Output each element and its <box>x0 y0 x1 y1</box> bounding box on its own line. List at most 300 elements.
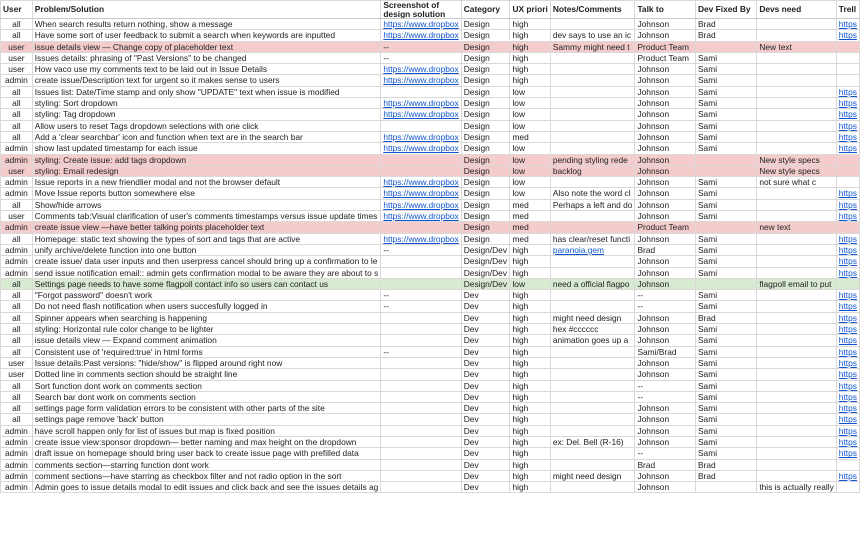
cell-notes[interactable]: Sammy might need t <box>550 41 635 52</box>
header-notes[interactable]: Notes/Comments <box>550 1 635 19</box>
cell-devs-need[interactable]: new text <box>757 222 836 233</box>
cell-devs-need[interactable] <box>757 120 836 131</box>
cell-problem[interactable]: Show/hide arrows <box>32 199 381 210</box>
cell-dev-fixed-by[interactable]: Sami <box>695 244 756 255</box>
cell-category[interactable]: Dev <box>461 470 510 481</box>
cell-dev-fixed-by[interactable]: Sami <box>695 403 756 414</box>
cell-problem[interactable]: comments section—starring function dont work <box>32 459 381 470</box>
cell-category[interactable]: Design <box>461 131 510 142</box>
cell-trello[interactable]: https <box>836 109 859 120</box>
cell-devs-need[interactable] <box>757 290 836 301</box>
cell-category[interactable]: Dev <box>461 414 510 425</box>
cell-dev-fixed-by[interactable]: Sami <box>695 290 756 301</box>
cell-user[interactable]: all <box>1 403 33 414</box>
cell-ux-priority[interactable]: med <box>510 211 550 222</box>
cell-user[interactable]: admin <box>1 470 33 481</box>
cell-trello[interactable]: https <box>836 267 859 278</box>
cell-problem[interactable]: settings page remove 'back' button <box>32 414 381 425</box>
cell-trello[interactable] <box>836 52 859 63</box>
header-category[interactable]: Category <box>461 1 510 19</box>
cell-problem[interactable]: styling: Horizontal rule color change to be lighter <box>32 324 381 335</box>
cell-user[interactable]: admin <box>1 177 33 188</box>
cell-notes[interactable]: paranoia.gem <box>550 244 635 255</box>
cell-trello[interactable]: https <box>836 357 859 368</box>
header-user[interactable]: User <box>1 1 33 19</box>
cell-problem[interactable]: Allow users to reset Tags dropdown selections with one click <box>32 120 381 131</box>
cell-screenshot[interactable]: -- <box>381 244 461 255</box>
cell-user[interactable]: admin <box>1 436 33 447</box>
cell-screenshot[interactable]: https://www.dropbox <box>381 75 461 86</box>
cell-screenshot[interactable] <box>381 165 461 176</box>
cell-dev-fixed-by[interactable]: Sami <box>695 391 756 402</box>
cell-user[interactable]: all <box>1 312 33 323</box>
cell-trello[interactable]: https <box>836 470 859 481</box>
cell-notes[interactable]: animation goes up a <box>550 335 635 346</box>
header-screenshot[interactable]: Screenshot of design solution <box>381 1 461 19</box>
header-trello[interactable]: Trell <box>836 1 859 19</box>
cell-category[interactable]: Design <box>461 75 510 86</box>
cell-problem[interactable]: Spinner appears when searching is happening <box>32 312 381 323</box>
cell-ux-priority[interactable]: high <box>510 301 550 312</box>
cell-user[interactable]: admin <box>1 256 33 267</box>
cell-problem[interactable]: send issue notification email:: admin gets confirmation modal to be aware they are about to s <box>32 267 381 278</box>
cell-dev-fixed-by[interactable]: Sami <box>695 233 756 244</box>
cell-user[interactable]: all <box>1 380 33 391</box>
cell-dev-fixed-by[interactable]: Sami <box>695 143 756 154</box>
cell-category[interactable]: Dev <box>461 324 510 335</box>
cell-talk-to[interactable]: -- <box>635 448 696 459</box>
cell-devs-need[interactable] <box>757 64 836 75</box>
cell-dev-fixed-by[interactable]: Sami <box>695 425 756 436</box>
cell-screenshot[interactable]: https://www.dropbox <box>381 64 461 75</box>
cell-devs-need[interactable] <box>757 448 836 459</box>
cell-ux-priority[interactable]: low <box>510 177 550 188</box>
cell-problem[interactable]: When search results return nothing, show a message <box>32 19 381 30</box>
cell-devs-need[interactable] <box>757 256 836 267</box>
cell-talk-to[interactable]: Johnson <box>635 177 696 188</box>
cell-ux-priority[interactable]: high <box>510 290 550 301</box>
cell-trello[interactable]: https <box>836 312 859 323</box>
cell-user[interactable]: all <box>1 391 33 402</box>
cell-notes[interactable] <box>550 256 635 267</box>
cell-screenshot[interactable] <box>381 470 461 481</box>
cell-dev-fixed-by[interactable]: Brad <box>695 30 756 41</box>
cell-devs-need[interactable] <box>757 109 836 120</box>
cell-notes[interactable] <box>550 290 635 301</box>
cell-user[interactable]: admin <box>1 154 33 165</box>
cell-screenshot[interactable]: https://www.dropbox <box>381 233 461 244</box>
cell-dev-fixed-by[interactable]: Sami <box>695 177 756 188</box>
cell-talk-to[interactable]: -- <box>635 380 696 391</box>
cell-ux-priority[interactable]: high <box>510 75 550 86</box>
cell-dev-fixed-by[interactable]: Sami <box>695 256 756 267</box>
cell-notes[interactable]: ex: Del. Bell (R-16) <box>550 436 635 447</box>
cell-problem[interactable]: create issue view:sponsor dropdown— better naming and max height on the dropdown <box>32 436 381 447</box>
cell-category[interactable]: Design <box>461 188 510 199</box>
cell-screenshot[interactable] <box>381 324 461 335</box>
cell-dev-fixed-by[interactable] <box>695 222 756 233</box>
cell-dev-fixed-by[interactable]: Sami <box>695 211 756 222</box>
cell-category[interactable]: Dev <box>461 301 510 312</box>
cell-problem[interactable]: Settings page needs to have some flagpoll contact info so users can contact us <box>32 278 381 289</box>
cell-category[interactable]: Design <box>461 233 510 244</box>
cell-screenshot[interactable] <box>381 369 461 380</box>
cell-problem[interactable]: show last updated timestamp for each issue <box>32 143 381 154</box>
cell-user[interactable]: all <box>1 30 33 41</box>
cell-devs-need[interactable] <box>757 436 836 447</box>
cell-dev-fixed-by[interactable] <box>695 154 756 165</box>
cell-trello[interactable]: https <box>836 380 859 391</box>
cell-problem[interactable]: Move Issue reports button somewhere else <box>32 188 381 199</box>
cell-notes[interactable]: might need design <box>550 312 635 323</box>
cell-devs-need[interactable]: New text <box>757 41 836 52</box>
cell-user[interactable]: all <box>1 414 33 425</box>
cell-talk-to[interactable]: Johnson <box>635 278 696 289</box>
cell-problem[interactable]: unify archive/delete function into one button <box>32 244 381 255</box>
cell-notes[interactable] <box>550 98 635 109</box>
cell-ux-priority[interactable]: high <box>510 30 550 41</box>
cell-dev-fixed-by[interactable] <box>695 278 756 289</box>
cell-ux-priority[interactable]: high <box>510 324 550 335</box>
cell-problem[interactable]: Add a 'clear searchbar' icon and function when text are in the search bar <box>32 131 381 142</box>
cell-devs-need[interactable] <box>757 470 836 481</box>
cell-notes[interactable] <box>550 414 635 425</box>
cell-devs-need[interactable] <box>757 30 836 41</box>
cell-screenshot[interactable]: -- <box>381 52 461 63</box>
cell-category[interactable]: Design <box>461 41 510 52</box>
cell-trello[interactable]: https <box>836 120 859 131</box>
cell-dev-fixed-by[interactable]: Sami <box>695 324 756 335</box>
cell-notes[interactable] <box>550 19 635 30</box>
cell-problem[interactable]: settings page form validation errors to be consistent with other parts of the site <box>32 403 381 414</box>
cell-category[interactable]: Design <box>461 86 510 97</box>
cell-notes[interactable] <box>550 357 635 368</box>
cell-user[interactable]: admin <box>1 267 33 278</box>
cell-category[interactable]: Design <box>461 98 510 109</box>
cell-devs-need[interactable] <box>757 369 836 380</box>
cell-problem[interactable]: Admin goes to issue details modal to edit issues and click back and see the issues details ag <box>32 482 381 493</box>
cell-category[interactable]: Design <box>461 120 510 131</box>
cell-category[interactable]: Design/Dev <box>461 256 510 267</box>
cell-trello[interactable]: https <box>836 143 859 154</box>
cell-problem[interactable]: styling: Email redesign <box>32 165 381 176</box>
cell-notes[interactable] <box>550 301 635 312</box>
cell-talk-to[interactable]: Johnson <box>635 131 696 142</box>
cell-trello[interactable]: https <box>836 425 859 436</box>
cell-talk-to[interactable]: Product Team <box>635 52 696 63</box>
cell-category[interactable]: Design/Dev <box>461 267 510 278</box>
cell-talk-to[interactable]: Johnson <box>635 425 696 436</box>
cell-notes[interactable]: might need design <box>550 470 635 481</box>
cell-dev-fixed-by[interactable]: Sami <box>695 98 756 109</box>
cell-devs-need[interactable] <box>757 19 836 30</box>
cell-devs-need[interactable] <box>757 143 836 154</box>
cell-talk-to[interactable]: Johnson <box>635 335 696 346</box>
cell-problem[interactable]: Consistent use of 'required:true' in html forms <box>32 346 381 357</box>
cell-notes[interactable] <box>550 75 635 86</box>
cell-category[interactable]: Design <box>461 154 510 165</box>
cell-devs-need[interactable] <box>757 380 836 391</box>
cell-devs-need[interactable] <box>757 131 836 142</box>
cell-devs-need[interactable] <box>757 188 836 199</box>
cell-notes[interactable] <box>550 64 635 75</box>
cell-user[interactable]: admin <box>1 244 33 255</box>
cell-trello[interactable]: https <box>836 414 859 425</box>
cell-devs-need[interactable] <box>757 244 836 255</box>
cell-trello[interactable]: https <box>836 324 859 335</box>
cell-ux-priority[interactable]: med <box>510 222 550 233</box>
cell-devs-need[interactable] <box>757 391 836 402</box>
cell-devs-need[interactable] <box>757 324 836 335</box>
cell-trello[interactable] <box>836 177 859 188</box>
cell-category[interactable]: Dev <box>461 482 510 493</box>
cell-problem[interactable]: Sort function dont work on comments section <box>32 380 381 391</box>
cell-talk-to[interactable]: Johnson <box>635 154 696 165</box>
cell-problem[interactable]: Do not need flash notification when users succesfully logged in <box>32 301 381 312</box>
cell-notes[interactable] <box>550 391 635 402</box>
cell-trello[interactable]: https <box>836 30 859 41</box>
cell-screenshot[interactable]: https://www.dropbox <box>381 131 461 142</box>
cell-user[interactable]: all <box>1 233 33 244</box>
cell-talk-to[interactable]: Johnson <box>635 312 696 323</box>
cell-user[interactable]: user <box>1 357 33 368</box>
cell-user[interactable]: user <box>1 64 33 75</box>
cell-ux-priority[interactable]: high <box>510 380 550 391</box>
cell-dev-fixed-by[interactable] <box>695 482 756 493</box>
cell-category[interactable]: Dev <box>461 380 510 391</box>
cell-dev-fixed-by[interactable]: Sami <box>695 335 756 346</box>
cell-notes[interactable] <box>550 403 635 414</box>
cell-ux-priority[interactable]: low <box>510 154 550 165</box>
cell-dev-fixed-by[interactable] <box>695 165 756 176</box>
cell-problem[interactable]: styling: Create issue: add tags dropdown <box>32 154 381 165</box>
header-ux-priority[interactable]: UX priori <box>510 1 550 19</box>
cell-devs-need[interactable] <box>757 98 836 109</box>
cell-category[interactable]: Dev <box>461 459 510 470</box>
cell-category[interactable]: Dev <box>461 357 510 368</box>
cell-screenshot[interactable]: https://www.dropbox <box>381 188 461 199</box>
cell-devs-need[interactable] <box>757 414 836 425</box>
cell-screenshot[interactable] <box>381 425 461 436</box>
cell-devs-need[interactable] <box>757 403 836 414</box>
cell-talk-to[interactable]: Johnson <box>635 470 696 481</box>
cell-talk-to[interactable]: Johnson <box>635 120 696 131</box>
cell-ux-priority[interactable]: low <box>510 165 550 176</box>
cell-dev-fixed-by[interactable]: Sami <box>695 52 756 63</box>
cell-screenshot[interactable] <box>381 403 461 414</box>
cell-talk-to[interactable]: -- <box>635 301 696 312</box>
cell-talk-to[interactable]: Johnson <box>635 64 696 75</box>
cell-notes[interactable]: has clear/reset functi <box>550 233 635 244</box>
cell-ux-priority[interactable]: high <box>510 448 550 459</box>
cell-ux-priority[interactable]: high <box>510 64 550 75</box>
cell-trello[interactable]: https <box>836 244 859 255</box>
cell-category[interactable]: Design <box>461 30 510 41</box>
cell-trello[interactable] <box>836 459 859 470</box>
cell-user[interactable]: all <box>1 86 33 97</box>
cell-problem[interactable]: comment sections—have starring as checkbox filter and not radio option in the sort <box>32 470 381 481</box>
cell-talk-to[interactable]: Johnson <box>635 109 696 120</box>
cell-user[interactable]: user <box>1 369 33 380</box>
cell-screenshot[interactable]: -- <box>381 346 461 357</box>
header-dev-fixed-by[interactable]: Dev Fixed By <box>695 1 756 19</box>
cell-notes[interactable]: dev says to use an ic <box>550 30 635 41</box>
cell-dev-fixed-by[interactable]: Brad <box>695 459 756 470</box>
cell-user[interactable]: admin <box>1 75 33 86</box>
cell-screenshot[interactable]: https://www.dropbox <box>381 19 461 30</box>
cell-user[interactable]: all <box>1 131 33 142</box>
cell-talk-to[interactable]: Johnson <box>635 324 696 335</box>
cell-category[interactable]: Design <box>461 64 510 75</box>
cell-category[interactable]: Design <box>461 52 510 63</box>
cell-problem[interactable]: Comments tab:Visual clarification of user's comments timestamps versus issue update times <box>32 211 381 222</box>
cell-problem[interactable]: Issues details: phrasing of "Past Versions" to be changed <box>32 52 381 63</box>
cell-screenshot[interactable] <box>381 459 461 470</box>
cell-talk-to[interactable]: Brad <box>635 459 696 470</box>
cell-problem[interactable]: have scroll happen only for list of issues but map is fixed position <box>32 425 381 436</box>
cell-notes[interactable] <box>550 425 635 436</box>
cell-problem[interactable]: styling: Sort dropdown <box>32 98 381 109</box>
cell-dev-fixed-by[interactable]: Sami <box>695 267 756 278</box>
cell-talk-to[interactable]: Johnson <box>635 267 696 278</box>
cell-ux-priority[interactable]: high <box>510 391 550 402</box>
cell-user[interactable]: admin <box>1 143 33 154</box>
cell-ux-priority[interactable]: high <box>510 346 550 357</box>
cell-trello[interactable] <box>836 278 859 289</box>
cell-talk-to[interactable]: Johnson <box>635 211 696 222</box>
cell-devs-need[interactable] <box>757 211 836 222</box>
cell-user[interactable]: all <box>1 290 33 301</box>
cell-trello[interactable] <box>836 222 859 233</box>
cell-screenshot[interactable] <box>381 278 461 289</box>
cell-notes[interactable] <box>550 177 635 188</box>
cell-trello[interactable]: https <box>836 188 859 199</box>
cell-user[interactable]: admin <box>1 425 33 436</box>
cell-notes[interactable]: Also note the word cl <box>550 188 635 199</box>
cell-problem[interactable]: Issue details:Past versions: "hide/show" is flipped around right now <box>32 357 381 368</box>
cell-screenshot[interactable]: -- <box>381 41 461 52</box>
cell-trello[interactable]: https <box>836 233 859 244</box>
cell-problem[interactable]: Search bar dont work on comments section <box>32 391 381 402</box>
cell-trello[interactable]: https <box>836 86 859 97</box>
cell-ux-priority[interactable]: low <box>510 86 550 97</box>
cell-user[interactable]: user <box>1 211 33 222</box>
cell-notes[interactable] <box>550 369 635 380</box>
cell-screenshot[interactable]: -- <box>381 301 461 312</box>
cell-category[interactable]: Dev <box>461 425 510 436</box>
cell-screenshot[interactable] <box>381 448 461 459</box>
cell-category[interactable]: Design <box>461 211 510 222</box>
cell-category[interactable]: Design <box>461 165 510 176</box>
cell-talk-to[interactable]: Product Team <box>635 41 696 52</box>
cell-talk-to[interactable]: Johnson <box>635 199 696 210</box>
cell-notes[interactable]: need a official flagpo <box>550 278 635 289</box>
cell-devs-need[interactable] <box>757 335 836 346</box>
cell-trello[interactable] <box>836 482 859 493</box>
cell-ux-priority[interactable]: high <box>510 436 550 447</box>
cell-problem[interactable]: Homepage: static text showing the types of sort and tags that are active <box>32 233 381 244</box>
cell-ux-priority[interactable]: low <box>510 109 550 120</box>
cell-devs-need[interactable] <box>757 312 836 323</box>
cell-screenshot[interactable] <box>381 335 461 346</box>
header-talk-to[interactable]: Talk to <box>635 1 696 19</box>
cell-screenshot[interactable]: https://www.dropbox <box>381 199 461 210</box>
cell-trello[interactable]: https <box>836 369 859 380</box>
cell-screenshot[interactable] <box>381 267 461 278</box>
cell-notes[interactable]: backlog <box>550 165 635 176</box>
cell-category[interactable]: Dev <box>461 369 510 380</box>
cell-user[interactable]: all <box>1 98 33 109</box>
cell-category[interactable]: Dev <box>461 391 510 402</box>
cell-user[interactable]: all <box>1 120 33 131</box>
cell-user[interactable]: all <box>1 346 33 357</box>
cell-notes[interactable] <box>550 86 635 97</box>
cell-category[interactable]: Design <box>461 109 510 120</box>
cell-category[interactable]: Dev <box>461 436 510 447</box>
cell-problem[interactable]: Issues list: Date/Time stamp and only show "UPDATE" text when issue is modified <box>32 86 381 97</box>
cell-notes[interactable]: pending styling rede <box>550 154 635 165</box>
cell-problem[interactable]: How vaco use my comments text to be laid out in Issue Details <box>32 64 381 75</box>
cell-screenshot[interactable] <box>381 120 461 131</box>
cell-devs-need[interactable]: flagpoll email to put <box>757 278 836 289</box>
cell-problem[interactable]: draft issue on homepage should bring user back to create issue page with prefilled data <box>32 448 381 459</box>
cell-problem[interactable]: "Forgot password" doesn't work <box>32 290 381 301</box>
cell-notes[interactable] <box>550 52 635 63</box>
cell-devs-need[interactable]: New style specs <box>757 154 836 165</box>
cell-screenshot[interactable]: https://www.dropbox <box>381 143 461 154</box>
cell-problem[interactable]: Issue reports in a new friendlier modal and not the browser default <box>32 177 381 188</box>
cell-trello[interactable] <box>836 41 859 52</box>
cell-ux-priority[interactable]: high <box>510 19 550 30</box>
cell-trello[interactable]: https <box>836 256 859 267</box>
cell-dev-fixed-by[interactable]: Sami <box>695 64 756 75</box>
cell-screenshot[interactable]: https://www.dropbox <box>381 109 461 120</box>
cell-screenshot[interactable] <box>381 380 461 391</box>
cell-user[interactable]: admin <box>1 482 33 493</box>
cell-ux-priority[interactable]: high <box>510 470 550 481</box>
cell-screenshot[interactable] <box>381 414 461 425</box>
cell-trello[interactable]: https <box>836 290 859 301</box>
cell-talk-to[interactable]: Johnson <box>635 86 696 97</box>
cell-ux-priority[interactable]: high <box>510 256 550 267</box>
cell-notes[interactable] <box>550 143 635 154</box>
cell-screenshot[interactable]: https://www.dropbox <box>381 211 461 222</box>
cell-user[interactable]: all <box>1 301 33 312</box>
cell-user[interactable]: user <box>1 165 33 176</box>
cell-notes[interactable] <box>550 267 635 278</box>
cell-trello[interactable]: https <box>836 448 859 459</box>
cell-category[interactable]: Dev <box>461 448 510 459</box>
cell-talk-to[interactable]: Johnson <box>635 30 696 41</box>
cell-problem[interactable]: Have some sort of user feedback to submit a search when keywords are inputted <box>32 30 381 41</box>
cell-dev-fixed-by[interactable] <box>695 41 756 52</box>
cell-screenshot[interactable] <box>381 222 461 233</box>
cell-trello[interactable]: https <box>836 199 859 210</box>
cell-ux-priority[interactable]: low <box>510 143 550 154</box>
cell-ux-priority[interactable]: low <box>510 98 550 109</box>
cell-devs-need[interactable] <box>757 459 836 470</box>
cell-notes[interactable] <box>550 346 635 357</box>
cell-talk-to[interactable]: Johnson <box>635 369 696 380</box>
cell-category[interactable]: Dev <box>461 335 510 346</box>
cell-notes[interactable] <box>550 109 635 120</box>
cell-trello[interactable] <box>836 165 859 176</box>
cell-dev-fixed-by[interactable]: Brad <box>695 312 756 323</box>
cell-ux-priority[interactable]: high <box>510 267 550 278</box>
cell-trello[interactable]: https <box>836 436 859 447</box>
cell-screenshot[interactable] <box>381 436 461 447</box>
cell-trello[interactable]: https <box>836 131 859 142</box>
